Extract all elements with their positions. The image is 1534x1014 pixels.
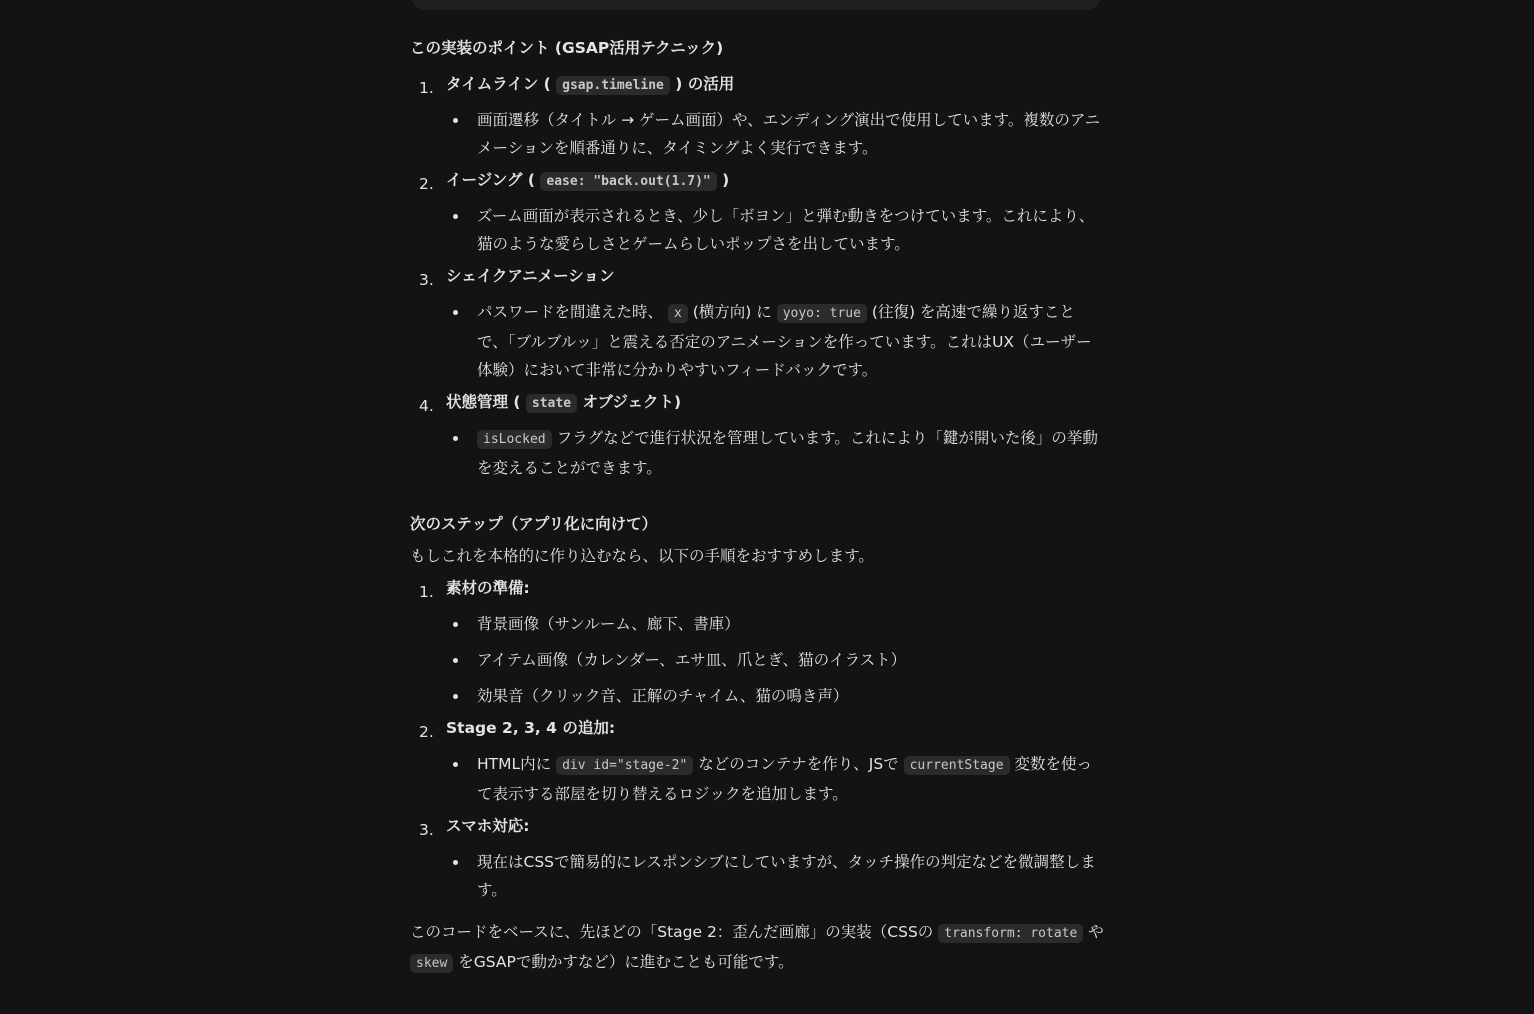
bullet-item: 画面遷移（タイトル → ゲーム画面）や、エンディング演出で使用しています。複数のアニメーションを順番通りに、タイミングよく実行できます。 xyxy=(477,106,1104,162)
bullet-text: (往復) を高速で繰り返すことで、「ブルブルッ」と震える否定のアニメーションを作っています。これはUX（ユーザー体験）において非常に分かりやすいフィードバックです。 xyxy=(477,303,1092,379)
list-item xyxy=(410,812,1104,904)
bullet-text: などのコンテナを作り、JSで xyxy=(698,755,899,773)
step-title xyxy=(446,388,1104,416)
assistant-message xyxy=(410,30,1104,978)
inline-code: ease: "back.out(1.7)" xyxy=(540,172,716,191)
list-item xyxy=(410,262,1104,384)
bullet-item xyxy=(477,298,1104,384)
title-text: ) xyxy=(722,171,730,189)
step-title: Stage 2, 3, 4 の追加: xyxy=(446,719,616,737)
step-number: 1. xyxy=(419,79,434,97)
step-title xyxy=(446,70,1104,98)
step-number: 3. xyxy=(419,271,434,289)
section-heading-gsap-points: この実装のポイント (GSAP活用テクニック) xyxy=(410,39,724,57)
closing-paragraph xyxy=(410,918,1104,978)
closing-text: このコードをベースに、先ほどの「Stage 2：歪んだ画廊」の実装（CSSの xyxy=(410,923,934,941)
bullet-text: パスワードを間違えた時、 xyxy=(477,303,664,321)
bullet-list xyxy=(446,202,1104,258)
list-item xyxy=(410,70,1104,162)
inline-code: yoyo: true xyxy=(777,304,867,323)
intro-paragraph: もしこれを本格的に作り込むなら、以下の手順をおすすめします。 xyxy=(410,547,874,565)
step-number: 1. xyxy=(419,583,434,601)
spacer xyxy=(410,482,1104,506)
bullet-list xyxy=(446,848,1104,904)
inline-code: transform: rotate xyxy=(938,924,1083,943)
bullet-item xyxy=(477,750,1104,808)
next-steps-list xyxy=(410,574,1104,904)
step-number: 2. xyxy=(419,723,434,741)
bullet-item: 効果音（クリック音、正解のチャイム、猫の鳴き声） xyxy=(477,682,1104,710)
inline-code: skew xyxy=(410,954,453,973)
section-heading-next-steps: 次のステップ（アプリ化に向けて） xyxy=(410,515,658,533)
title-text: タイムライン ( xyxy=(446,75,551,93)
inline-code: isLocked xyxy=(477,430,552,449)
bullet-list xyxy=(446,424,1104,482)
bullet-text: HTML内に xyxy=(477,755,552,773)
bullet-list xyxy=(446,610,1104,710)
title-text: 状態管理 ( xyxy=(446,393,521,411)
inline-code: gsap.timeline xyxy=(556,76,670,95)
inline-code: div id="stage-2" xyxy=(556,756,693,775)
bullet-text: フラグなどで進行状況を管理しています。これにより「鍵が開いた後」の挙動を変えることができます。 xyxy=(477,429,1098,477)
step-title xyxy=(446,166,1104,194)
closing-text: や xyxy=(1088,923,1104,941)
step-number: 2. xyxy=(419,175,434,193)
step-number: 3. xyxy=(419,821,434,839)
bullet-item: アイテム画像（カレンダー、エサ皿、爪とぎ、猫のイラスト） xyxy=(477,646,1104,674)
step-title: シェイクアニメーション xyxy=(446,267,615,285)
bullet-item xyxy=(477,424,1104,482)
step-number: 4. xyxy=(419,397,434,415)
closing-text: をGSAPで動かすなど）に進むことも可能です。 xyxy=(458,953,794,971)
bullet-list xyxy=(446,298,1104,384)
bullet-list xyxy=(446,750,1104,808)
step-title: スマホ対応: xyxy=(446,817,530,835)
title-text: イージング ( xyxy=(446,171,535,189)
step-title: 素材の準備: xyxy=(446,579,530,597)
gsap-points-list xyxy=(410,70,1104,482)
code-block-bottom xyxy=(410,0,1102,10)
inline-code: x xyxy=(668,304,688,323)
list-item xyxy=(410,714,1104,808)
title-text: ) の活用 xyxy=(675,75,735,93)
list-item xyxy=(410,388,1104,482)
inline-code: currentStage xyxy=(904,756,1010,775)
list-item xyxy=(410,166,1104,258)
list-item xyxy=(410,574,1104,710)
title-text: オブジェクト) xyxy=(582,393,682,411)
bullet-item: 現在はCSSで簡易的にレスポンシブにしていますが、タッチ操作の判定などを微調整します。 xyxy=(477,848,1104,904)
bullet-list xyxy=(446,106,1104,162)
bullet-text: 変数を使って表示する部屋を切り替えるロジックを追加します。 xyxy=(477,755,1092,803)
bullet-text: (横方向) に xyxy=(692,303,772,321)
inline-code: state xyxy=(526,394,577,413)
bullet-item: 背景画像（サンルーム、廊下、書庫） xyxy=(477,610,1104,638)
bullet-item: ズーム画面が表示されるとき、少し「ボヨン」と弾む動きをつけています。これにより、猫のような愛らしさとゲームらしいポップさを出しています。 xyxy=(477,202,1104,258)
